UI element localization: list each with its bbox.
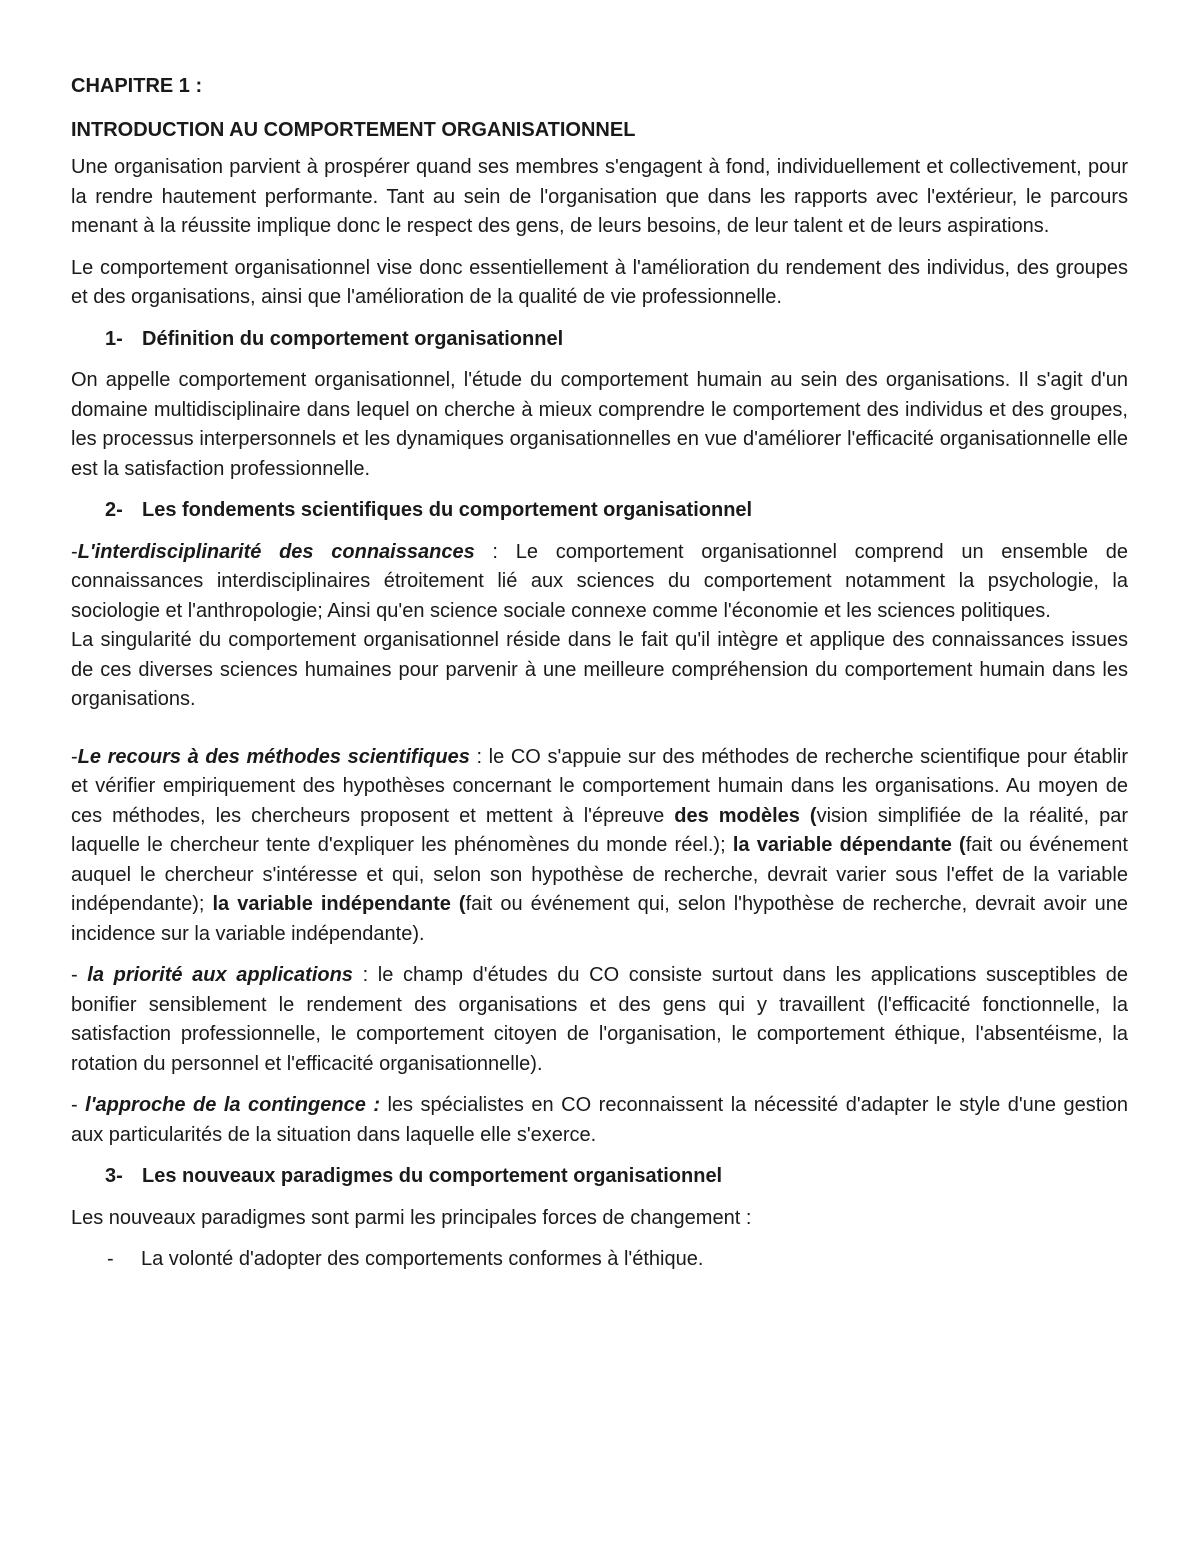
contingence-text: les spécialistes en CO reconnaissent la nécessité d'adapter le style d'une gestion aux particularités de la situation dans laquelle elle s'exerce.: [71, 1094, 1129, 1146]
section-2-title: Les fondements scientifiques du comportement organisationnel: [142, 499, 753, 521]
methodes-term: Le recours à des méthodes scientifiques: [77, 745, 470, 768]
bullet-text: La volonté d'adopter des comportements conformes à l'éthique.: [141, 1248, 704, 1270]
modeles-term: des modèles (: [674, 804, 817, 827]
contingence-prefix: -: [71, 1094, 86, 1116]
intro-paragraph-1: Une organisation parvient à prospérer quand ses membres s'engagent à fond, individuellement et collectivement, pour la rendre hautement performante. Tant au sein de l'organisation que dans les rapports avec l'extérieur, le parcours menant à la réussite implique donc le respect des gens, de leurs besoins, de leur talent et de leurs aspirations.: [71, 156, 1128, 237]
section-3-title: Les nouveaux paradigmes du comportement organisationnel: [142, 1165, 723, 1187]
modeles-text: vision simplifiée de la réalité, par laquelle le chercheur tente d'expliquer les phénomènes du monde réel.);: [71, 804, 1128, 856]
section-1-number: 1-: [105, 327, 123, 350]
chapter-label: CHAPITRE 1 :: [71, 75, 203, 97]
intro-paragraph-2: Le comportement organisationnel vise donc essentiellement à l'amélioration du rendement des individus, des groupes et des organisations, ainsi que l'amélioration de la qualité de vie professionnelle.: [71, 256, 1128, 308]
section-3-heading: [71, 1162, 1128, 1192]
priorite-term: la priorité aux applications: [87, 964, 353, 986]
document-page: [71, 72, 1128, 1275]
priorite-prefix: -: [71, 964, 88, 986]
section-1-title: Définition du comportement organisationnel: [142, 327, 564, 350]
methodes-prefix: -: [71, 745, 78, 768]
priorite-text: : le champ d'études du CO consiste surtout dans les applications susceptibles de bonifier sensiblement le rendement des organisations et des gens qui y travaillent (l'efficacité fonctionnelle, la satisfaction professionnelle, le comportement citoyen de l'organisation, le comportement éthique, l'absentéisme, la rotation du personnel et l'efficacité organisationnelle).: [71, 964, 1128, 1075]
priorite-paragraph: [71, 961, 1128, 1079]
interdisc-text: : Le comportement organisationnel comprend un ensemble de connaissances interdisciplinaires étroitement lié aux sciences du comportement notamment la psychologie, la sociologie et l'anthropologie; Ainsi qu'en science sociale connexe comme l'économie et les sciences politiques.: [71, 540, 1129, 622]
interdisc-prefix: -: [71, 540, 78, 563]
contingence-paragraph: [71, 1091, 1128, 1150]
chapter-title: INTRODUCTION AU COMPORTEMENT ORGANISATIONNEL: [71, 118, 636, 141]
section-1-body: On appelle comportement organisationnel, l'étude du comportement humain au sein des organisations. Il s'agit d'un domaine multidisciplinaire dans lequel on cherche à mieux comprendre le comportement des individus et des groupes, les processus interpersonnels et les dynamiques organisationnelles en vue d'améliorer l'efficacité organisationnelle elle est la satisfaction professionnelle.: [71, 369, 1128, 480]
bullet-dash: -: [107, 1248, 114, 1270]
variable-dependante-term: la variable dépendante (: [732, 834, 966, 856]
interdisc-term: L'interdisciplinarité des connaissances: [77, 540, 475, 563]
methodes-text: : le CO s'appuie sur des méthodes de recherche scientifique pour établir et vérifier empiriquement des hypothèses concernant le comportement humain dans les organisations. Au moyen de ces méthodes, les chercheurs proposent et mettent à l'épreuve: [71, 745, 1128, 827]
section-2-number: 2-: [105, 499, 123, 521]
singularite-paragraph: La singularité du comportement organisationnel réside dans le fait qu'il intègre et applique des connaissances issues de ces diverses sciences humaines pour parvenir à une meilleure compréhension du comportement humain dans les organisations.: [71, 629, 1128, 710]
methodes-paragraph: [71, 743, 1128, 950]
contingence-term: l'approche de la contingence :: [85, 1094, 380, 1116]
variable-independante-term: la variable indépendante (: [212, 893, 466, 915]
section-2-heading: [71, 496, 1128, 526]
section-1-heading: [71, 325, 1128, 355]
section-3-intro: Les nouveaux paradigmes sont parmi les principales forces de changement :: [71, 1206, 752, 1229]
list-item: [71, 1245, 1128, 1275]
variable-dependante-text: fait ou événement auquel le chercheur s'intéresse et qui, selon son hypothèse de recherche, devrait varier sous l'effet de la variable indépendante);: [71, 834, 1128, 915]
variable-independante-text: fait ou événement qui, selon l'hypothèse de recherche, devrait avoir une incidence sur la variable indépendante).: [71, 893, 1128, 945]
interdisciplinarite-paragraph: [71, 538, 1128, 627]
section-3-number: 3-: [105, 1165, 123, 1187]
